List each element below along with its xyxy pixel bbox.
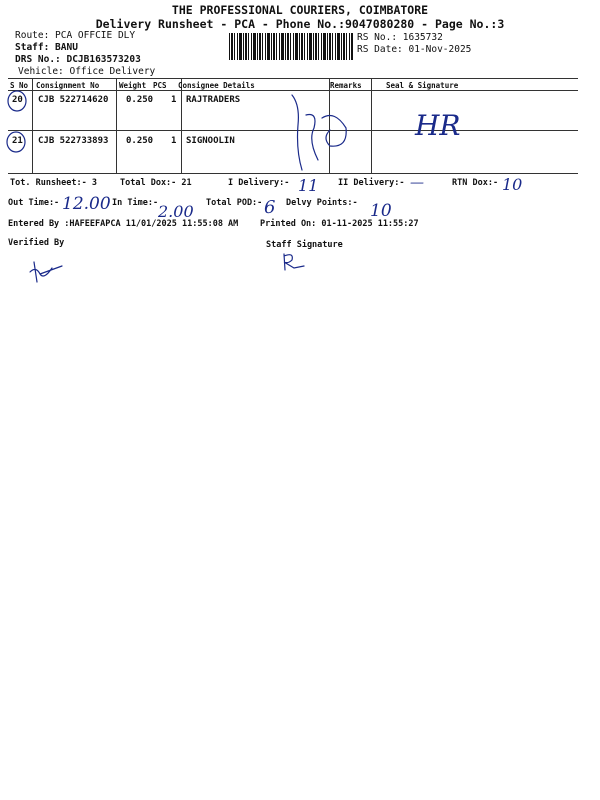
- handwritten-ii-delivery: —: [410, 175, 424, 191]
- rs-number: RS No.: 1635732: [357, 32, 443, 43]
- row-pcs: 1: [171, 136, 177, 146]
- entered-by: Entered By :HAFEEFAPCA 11/01/2025 11:55:08 AM: [8, 219, 239, 229]
- handwritten-hr: HR: [415, 109, 461, 142]
- tot-runsheet: Tot. Runsheet:- 3: [10, 178, 97, 188]
- rtn-dox-label: RTN Dox:-: [452, 178, 499, 188]
- row-weight: 0.250: [126, 95, 154, 105]
- row-sno: 21: [12, 136, 23, 146]
- col-weight: Weight: [119, 81, 147, 90]
- out-time-label: Out Time:-: [8, 198, 60, 208]
- handwritten-out-time: 12.00: [62, 194, 111, 214]
- printed-on: Printed On: 01-11-2025 11:55:27: [260, 219, 419, 229]
- route-label: Route: PCA OFFCIE DLY: [15, 30, 136, 41]
- rs-date: RS Date: 01-Nov-2025: [357, 44, 472, 55]
- row-consignment: CJB 522714620: [38, 95, 109, 105]
- col-consignee: Consignee Details: [178, 81, 255, 90]
- handwritten-i-delivery: 11: [298, 176, 319, 195]
- verified-signature: [30, 262, 62, 282]
- remarks-scribble: [292, 95, 346, 170]
- row-pcs: 1: [171, 95, 177, 105]
- verified-by-label: Verified By: [8, 238, 65, 248]
- col-sno: S No: [10, 81, 29, 90]
- row-sno: 20: [12, 95, 23, 105]
- col-consignment: Consignment No: [36, 81, 100, 90]
- vehicle-label: Vehicle: Office Delivery: [18, 66, 156, 77]
- drs-number: DRS No.: DCJB163573203: [15, 54, 141, 65]
- col-remarks: Remarks: [330, 81, 362, 90]
- sno-circle-21: [7, 132, 25, 152]
- staff-signature-ink: [284, 254, 304, 270]
- delvy-points-label: Delvy Points:-: [286, 198, 358, 208]
- handwritten-delvy-points: 10: [370, 201, 392, 221]
- row-consignee: SIGNOOLIN: [186, 136, 235, 146]
- col-seal: Seal & Signature: [386, 81, 459, 90]
- handwritten-total-pod: 6: [264, 197, 276, 218]
- sno-circle-20: [8, 91, 26, 111]
- staff-label: Staff: BANU: [15, 42, 78, 53]
- staff-signature-label: Staff Signature: [266, 240, 343, 250]
- i-delivery-label: I Delivery:-: [228, 178, 290, 188]
- col-pcs: PCS: [153, 81, 167, 90]
- total-dox: Total Dox:- 21: [120, 178, 192, 188]
- handwritten-in-time: 2.00: [158, 202, 194, 221]
- total-pod-label: Total POD:-: [206, 198, 263, 208]
- row-consignment: CJB 522733893: [38, 136, 109, 146]
- row-weight: 0.250: [126, 136, 154, 146]
- runsheet-title: Delivery Runsheet - PCA - Phone No.:9047080280 - Page No.:3: [95, 17, 505, 31]
- company-title: THE PROFESSIONAL COURIERS, COIMBATORE: [171, 3, 429, 17]
- handwritten-rtn-dox: 10: [502, 175, 523, 194]
- in-time-label: In Time:-: [112, 198, 159, 208]
- row-consignee: RAJTRADERS: [186, 95, 241, 105]
- ii-delivery-label: II Delivery:-: [338, 178, 405, 188]
